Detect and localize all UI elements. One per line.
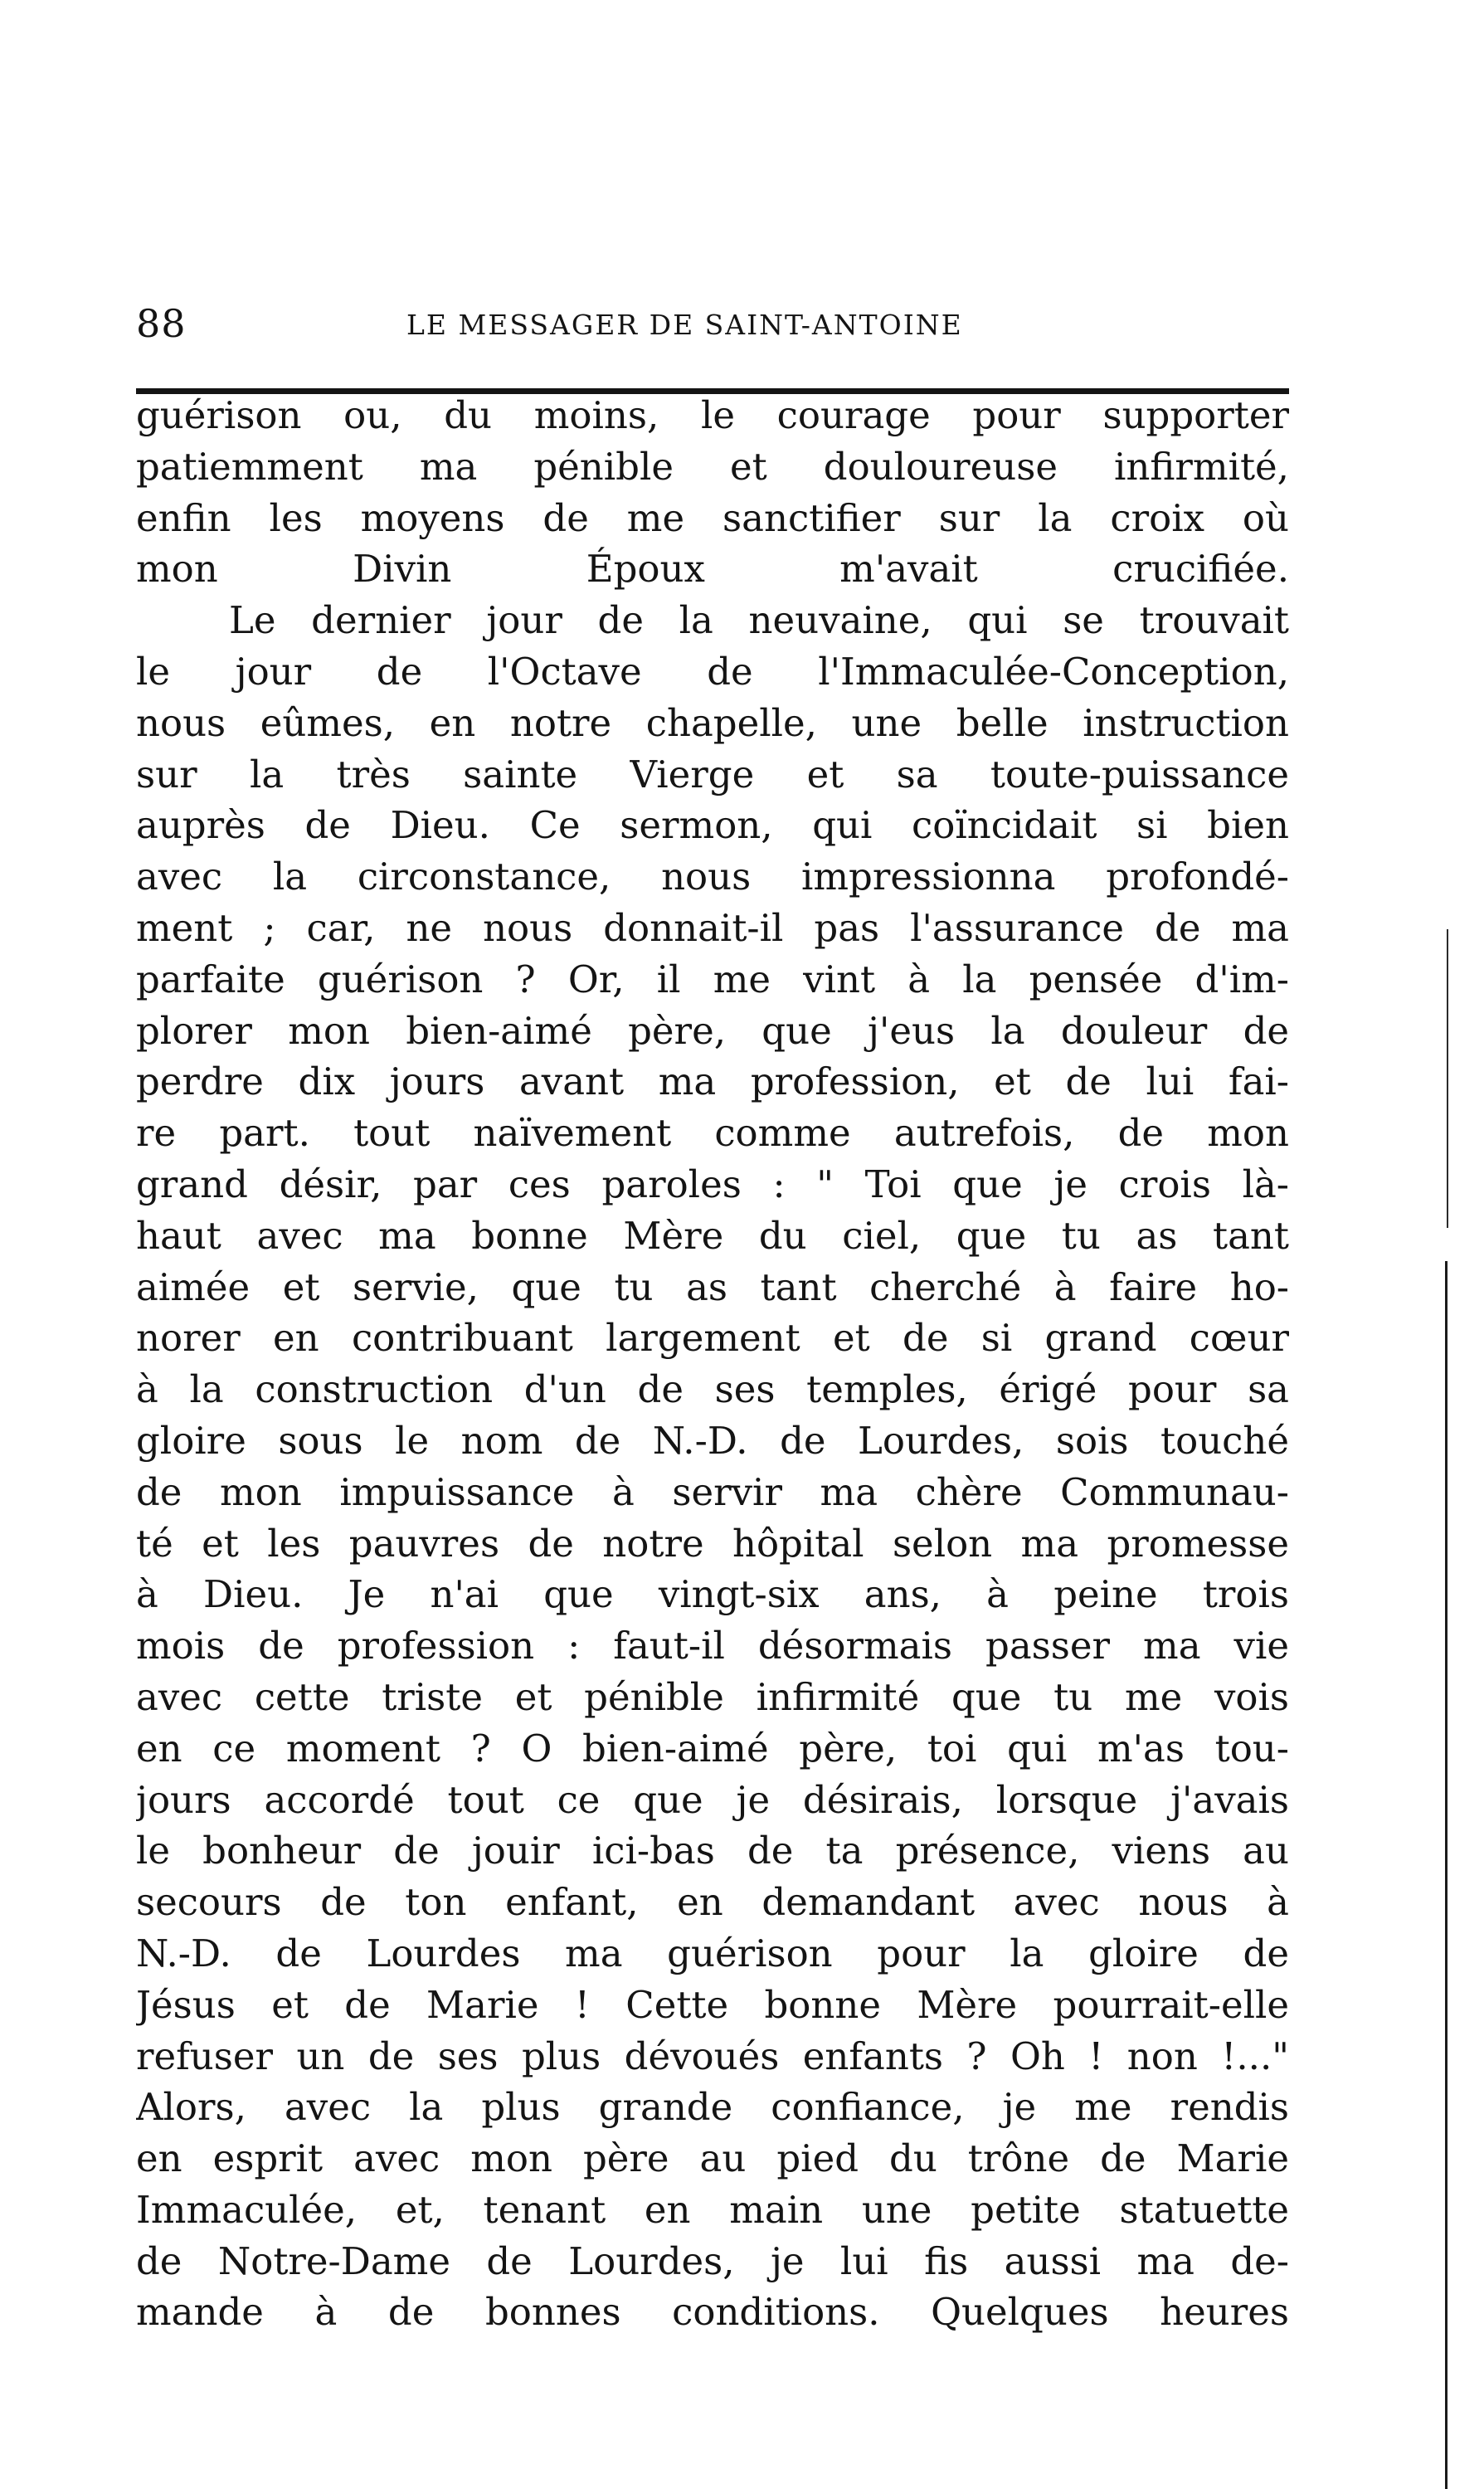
text-line: auprès de Dieu. Ce sermon, qui coïncidait si bien bbox=[136, 803, 1289, 848]
text-line: Alors, avec la plus grande confiance, je me rendis bbox=[136, 2085, 1289, 2130]
text-line: Immaculée, et, tenant en main une petite statuette bbox=[136, 2187, 1289, 2232]
text-line: sur la très sainte Vierge et sa toute-puissance bbox=[136, 752, 1289, 796]
text-line: à la construction d'un de ses temples, érigé pour sa bbox=[136, 1367, 1289, 1412]
page-edge-shadow bbox=[1447, 929, 1448, 1228]
text-line: de mon impuissance à servir ma chère Communau- bbox=[136, 1469, 1289, 1514]
text-line: secours de ton enfant, en demandant avec nous à bbox=[136, 1880, 1289, 1925]
text-line: Le dernier jour de la neuvaine, qui se trouvait bbox=[229, 598, 1289, 643]
text-line: plorer mon bien-aimé père, que j'eus la douleur de bbox=[136, 1008, 1289, 1053]
text-line: norer en contribuant largement et de si grand cœur bbox=[136, 1316, 1289, 1361]
text-line: haut avec ma bonne Mère du ciel, que tu as tant bbox=[136, 1213, 1289, 1258]
text-line: avec cette triste et pénible infirmité que tu me vois bbox=[136, 1674, 1289, 1719]
text-line: nous eûmes, en notre chapelle, une belle instruction bbox=[136, 700, 1289, 745]
text-line: mois de profession : faut-il désormais passer ma vie bbox=[136, 1624, 1289, 1668]
text-line: aimée et servie, que tu as tant cherché à faire ho- bbox=[136, 1264, 1289, 1309]
page-number: 88 bbox=[136, 301, 187, 346]
text-line: re part. tout naïvement comme autrefois, de mon bbox=[136, 1111, 1289, 1156]
text-line: avec la circonstance, nous impressionna profondé- bbox=[136, 855, 1289, 899]
text-line: jours accordé tout ce que je désirais, lorsque j'avais bbox=[136, 1777, 1289, 1822]
text-line: patiemment ma pénible et douloureuse infirmité, bbox=[136, 444, 1289, 489]
text-line: N.-D. de Lourdes ma guérison pour la gloire de bbox=[136, 1931, 1289, 1975]
page-edge-shadow bbox=[1445, 1261, 1448, 2489]
text-line: en esprit avec mon père au pied du trône de Marie bbox=[136, 2136, 1289, 2181]
text-line: gloire sous le nom de N.-D. de Lourdes, sois touché bbox=[136, 1418, 1289, 1463]
body-text bbox=[136, 390, 1289, 2338]
text-line: refuser un de ses plus dévoués enfants ? Oh ! non !..." bbox=[136, 2034, 1289, 2078]
text-line: ment ; car, ne nous donnait-il pas l'assurance de ma bbox=[136, 905, 1289, 950]
text-line: de Notre-Dame de Lourdes, je lui fis aussi ma de- bbox=[136, 2238, 1289, 2283]
text-line: parfaite guérison ? Or, il me vint à la pensée d'im- bbox=[136, 957, 1289, 1001]
text-line: mande à de bonnes conditions. Quelques heures bbox=[136, 2290, 1289, 2335]
text-line: enfin les moyens de me sanctifier sur la croix où bbox=[136, 495, 1289, 540]
text-line: té et les pauvres de notre hôpital selon ma promesse bbox=[136, 1521, 1289, 1566]
text-line: en ce moment ? O bien-aimé père, toi qui m'as tou- bbox=[136, 1726, 1289, 1771]
page-header bbox=[136, 299, 1289, 357]
text-line: le jour de l'Octave de l'Immaculée-Conception, bbox=[136, 649, 1289, 694]
text-line: grand désir, par ces paroles : " Toi que je crois là- bbox=[136, 1162, 1289, 1206]
text-line: à Dieu. Je n'ai que vingt-six ans, à peine trois bbox=[136, 1572, 1289, 1617]
text-line: le bonheur de jouir ici-bas de ta présence, viens au bbox=[136, 1829, 1289, 1873]
text-line: Jésus et de Marie ! Cette bonne Mère pourrait-elle bbox=[136, 1982, 1289, 2027]
running-head: LE MESSAGER DE SAINT-ANTOINE bbox=[406, 309, 963, 341]
text-line: mon Divin Époux m'avait crucifiée. bbox=[136, 547, 1289, 592]
text-line: guérison ou, du moins, le courage pour supporter bbox=[136, 393, 1289, 437]
text-line: perdre dix jours avant ma profession, et de lui fai- bbox=[136, 1059, 1289, 1104]
